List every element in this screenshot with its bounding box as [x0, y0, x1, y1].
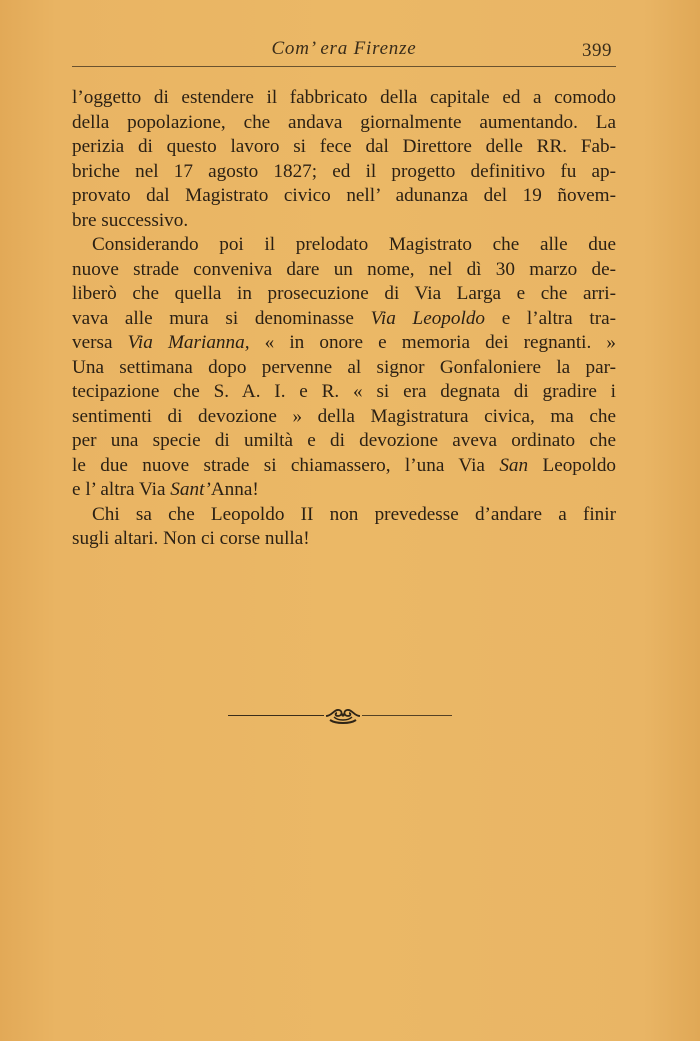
body-text	[72, 86, 616, 552]
text-line: per una specie di umiltà e di devozione aveva ordinato che	[72, 430, 616, 451]
text-line: versa Via Marianna, « in onore e memoria dei regnanti. »	[72, 332, 617, 353]
text-line: nuove strade conveniva dare un nome, nel dì 30 marzo de-	[72, 258, 616, 280]
text-line: sugli altari. Non ci corse nulla!	[72, 528, 310, 549]
running-head-title: Com’ era Firenze	[271, 38, 417, 59]
text-line: le due nuove strade si chiamassero, l’una Via San Leopoldo	[72, 454, 617, 476]
text-line: briche nel 17 agosto 1827; ed il progetto definitivo fu ap-	[72, 160, 616, 182]
header-rule	[72, 66, 616, 67]
running-head	[72, 38, 616, 68]
text-line: provato dal Magistrato civico nell’ adunanza del 19 ñovem-	[72, 185, 616, 206]
text-line: e l’ altra Via Sant’Anna!	[72, 479, 259, 500]
italic-word: San	[499, 454, 529, 476]
text-line: liberò che quella in prosecuzione di Via Larga e che arri-	[72, 283, 616, 304]
text-line: Considerando poi il prelodato Magistrato che alle due	[92, 234, 616, 255]
page-number: 399	[582, 40, 612, 61]
italic-street-name: Via Marianna,	[127, 332, 250, 353]
text-line: bre successivo.	[72, 209, 189, 231]
paragraph-3	[72, 503, 616, 552]
text-line: Una settimana dopo pervenne al signor Gonfaloniere la par-	[72, 356, 616, 378]
italic-street-name: Via Leopoldo	[370, 307, 486, 329]
italic-word: Sant’	[170, 479, 211, 500]
text-line: perizia di questo lavoro si fece dal Direttore delle RR. Fab-	[72, 136, 616, 157]
ornament-rule-left	[228, 715, 324, 716]
text-line: l’oggetto di estendere il fabbricato della capitale ed a comodo	[72, 87, 616, 108]
text-line: Chi sa che Leopoldo II non prevedesse d’andare a finir	[92, 503, 616, 525]
ornament-rule-right	[362, 715, 452, 716]
text-line: della popolazione, che andava giornalmente aumentando. La	[72, 111, 616, 133]
fleuron-icon	[324, 705, 362, 727]
text-line: tecipazione che S. A. I. e R. « si era degnata di gradire i	[72, 381, 616, 402]
text-line: sentimenti di devozione » della Magistratura civica, ma che	[72, 405, 616, 427]
text-line: vava alle mura si denominasse Via Leopoldo e l’altra tra-	[72, 307, 616, 329]
tailpiece-ornament	[228, 705, 458, 727]
paragraph-1	[72, 86, 616, 233]
paragraph-2	[72, 233, 616, 503]
